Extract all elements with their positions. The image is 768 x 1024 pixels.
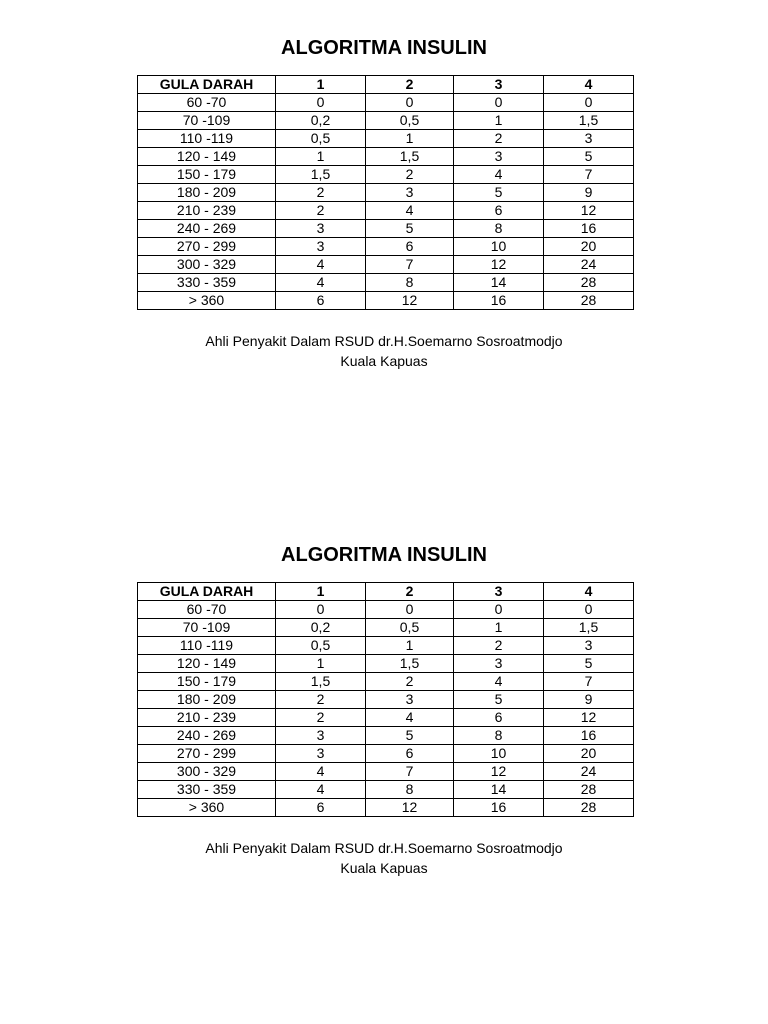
footer xyxy=(0,838,768,878)
dose-cell: 16 xyxy=(544,727,634,745)
dose-cell: 2 xyxy=(454,130,544,148)
dose-cell: 3 xyxy=(276,745,366,763)
dose-cell: 2 xyxy=(276,709,366,727)
dose-cell: 0 xyxy=(276,94,366,112)
dose-cell: 1 xyxy=(276,655,366,673)
table-row xyxy=(138,220,634,238)
dose-cell: 4 xyxy=(276,781,366,799)
insulin-table xyxy=(137,582,634,817)
table-row xyxy=(138,637,634,655)
table-row xyxy=(138,130,634,148)
footer-line-2: Kuala Kapuas xyxy=(340,353,428,369)
table-row xyxy=(138,691,634,709)
table-row xyxy=(138,619,634,637)
dose-cell: 0,5 xyxy=(366,619,454,637)
dose-cell: 7 xyxy=(366,256,454,274)
dose-cell: 1 xyxy=(454,112,544,130)
dose-cell: 8 xyxy=(366,781,454,799)
dose-cell: 24 xyxy=(544,256,634,274)
dose-cell: 6 xyxy=(454,202,544,220)
dose-cell: 2 xyxy=(276,691,366,709)
dose-cell: 8 xyxy=(454,220,544,238)
table-row xyxy=(138,184,634,202)
dose-cell: 0 xyxy=(454,94,544,112)
dose-cell: 3 xyxy=(276,727,366,745)
glucose-range-cell: 150 - 179 xyxy=(138,166,276,184)
algorithm-card-1 xyxy=(0,33,768,369)
dose-cell: 0,2 xyxy=(276,112,366,130)
table-row xyxy=(138,94,634,112)
dose-cell: 6 xyxy=(276,292,366,310)
dose-cell: 28 xyxy=(544,292,634,310)
dose-cell: 12 xyxy=(454,256,544,274)
table-row xyxy=(138,601,634,619)
dose-cell: 16 xyxy=(544,220,634,238)
dose-cell: 1,5 xyxy=(276,166,366,184)
table-row xyxy=(138,202,634,220)
dose-cell: 0 xyxy=(276,601,366,619)
dose-cell: 12 xyxy=(366,292,454,310)
dose-cell: 5 xyxy=(366,220,454,238)
glucose-range-cell: 110 -119 xyxy=(138,637,276,655)
header-row xyxy=(138,76,634,94)
dose-cell: 4 xyxy=(366,202,454,220)
glucose-range-cell: 180 - 209 xyxy=(138,691,276,709)
dose-cell: 6 xyxy=(276,799,366,817)
dose-cell: 12 xyxy=(454,763,544,781)
dose-cell: 28 xyxy=(544,799,634,817)
dose-cell: 3 xyxy=(544,637,634,655)
dose-cell: 4 xyxy=(366,709,454,727)
table-row xyxy=(138,655,634,673)
dose-cell: 14 xyxy=(454,274,544,292)
dose-cell: 12 xyxy=(366,799,454,817)
dose-cell: 6 xyxy=(366,745,454,763)
footer xyxy=(0,331,768,371)
dose-cell: 0 xyxy=(544,94,634,112)
dose-cell: 28 xyxy=(544,274,634,292)
header-row xyxy=(138,583,634,601)
dose-cell: 3 xyxy=(454,655,544,673)
dose-cell: 7 xyxy=(366,763,454,781)
page-title: ALGORITMA INSULIN xyxy=(281,544,487,566)
dose-cell: 1,5 xyxy=(544,112,634,130)
dose-cell: 5 xyxy=(544,655,634,673)
table-row xyxy=(138,781,634,799)
footer-line-2: Kuala Kapuas xyxy=(340,860,428,876)
dose-cell: 3 xyxy=(544,130,634,148)
dose-cell: 4 xyxy=(276,763,366,781)
dose-cell: 0 xyxy=(366,601,454,619)
page-title: ALGORITMA INSULIN xyxy=(281,37,487,59)
dose-cell: 0 xyxy=(366,94,454,112)
dose-cell: 4 xyxy=(454,166,544,184)
column-header: 2 xyxy=(366,583,454,601)
glucose-range-cell: > 360 xyxy=(138,292,276,310)
dose-cell: 3 xyxy=(276,220,366,238)
dose-cell: 1 xyxy=(276,148,366,166)
glucose-range-cell: 270 - 299 xyxy=(138,745,276,763)
glucose-range-cell: 150 - 179 xyxy=(138,673,276,691)
dose-cell: 16 xyxy=(454,292,544,310)
glucose-range-cell: 210 - 239 xyxy=(138,202,276,220)
table-row xyxy=(138,274,634,292)
column-header: 3 xyxy=(454,76,544,94)
table-row xyxy=(138,745,634,763)
glucose-range-cell: 330 - 359 xyxy=(138,781,276,799)
glucose-range-cell: 300 - 329 xyxy=(138,256,276,274)
dose-cell: 1,5 xyxy=(544,619,634,637)
dose-cell: 0 xyxy=(454,601,544,619)
dose-cell: 7 xyxy=(544,673,634,691)
table-row xyxy=(138,673,634,691)
dose-cell: 0,2 xyxy=(276,619,366,637)
column-header: 1 xyxy=(276,583,366,601)
table-row xyxy=(138,763,634,781)
dose-cell: 2 xyxy=(276,202,366,220)
glucose-range-cell: 70 -109 xyxy=(138,619,276,637)
table-row xyxy=(138,709,634,727)
dose-cell: 14 xyxy=(454,781,544,799)
dose-cell: 4 xyxy=(276,256,366,274)
dose-cell: 1 xyxy=(366,130,454,148)
column-header: 4 xyxy=(544,76,634,94)
glucose-range-cell: 330 - 359 xyxy=(138,274,276,292)
table-row xyxy=(138,166,634,184)
dose-cell: 0,5 xyxy=(276,637,366,655)
dose-cell: 5 xyxy=(454,184,544,202)
dose-cell: 3 xyxy=(276,238,366,256)
dose-cell: 8 xyxy=(366,274,454,292)
dose-cell: 2 xyxy=(366,673,454,691)
dose-cell: 3 xyxy=(366,691,454,709)
glucose-range-cell: 210 - 239 xyxy=(138,709,276,727)
column-header: GULA DARAH xyxy=(138,583,276,601)
dose-cell: 7 xyxy=(544,166,634,184)
footer-line-1: Ahli Penyakit Dalam RSUD dr.H.Soemarno Sosroatmodjo xyxy=(205,840,563,856)
column-header: 2 xyxy=(366,76,454,94)
dose-cell: 28 xyxy=(544,781,634,799)
table-body xyxy=(138,601,634,817)
glucose-range-cell: 270 - 299 xyxy=(138,238,276,256)
dose-cell: 12 xyxy=(544,202,634,220)
table-row xyxy=(138,238,634,256)
dose-cell: 5 xyxy=(366,727,454,745)
glucose-range-cell: 180 - 209 xyxy=(138,184,276,202)
table-row xyxy=(138,256,634,274)
table-row xyxy=(138,799,634,817)
dose-cell: 24 xyxy=(544,763,634,781)
dose-cell: 0 xyxy=(544,601,634,619)
glucose-range-cell: 70 -109 xyxy=(138,112,276,130)
dose-cell: 4 xyxy=(454,673,544,691)
dose-cell: 20 xyxy=(544,238,634,256)
dose-cell: 3 xyxy=(454,148,544,166)
table-body xyxy=(138,94,634,310)
dose-cell: 10 xyxy=(454,238,544,256)
insulin-table xyxy=(137,75,634,310)
dose-cell: 3 xyxy=(366,184,454,202)
table-row xyxy=(138,148,634,166)
dose-cell: 2 xyxy=(454,637,544,655)
algorithm-card-2 xyxy=(0,540,768,876)
table-header xyxy=(138,583,634,601)
table-header xyxy=(138,76,634,94)
footer-line-1: Ahli Penyakit Dalam RSUD dr.H.Soemarno Sosroatmodjo xyxy=(205,333,563,349)
column-header: 1 xyxy=(276,76,366,94)
column-header: 4 xyxy=(544,583,634,601)
dose-cell: 0,5 xyxy=(276,130,366,148)
table-row xyxy=(138,112,634,130)
dose-cell: 16 xyxy=(454,799,544,817)
dose-cell: 1,5 xyxy=(276,673,366,691)
column-header: 3 xyxy=(454,583,544,601)
dose-cell: 1 xyxy=(454,619,544,637)
dose-cell: 4 xyxy=(276,274,366,292)
dose-cell: 2 xyxy=(276,184,366,202)
dose-cell: 1,5 xyxy=(366,148,454,166)
glucose-range-cell: 240 - 269 xyxy=(138,727,276,745)
glucose-range-cell: 60 -70 xyxy=(138,94,276,112)
dose-cell: 12 xyxy=(544,709,634,727)
glucose-range-cell: > 360 xyxy=(138,799,276,817)
dose-cell: 8 xyxy=(454,727,544,745)
dose-cell: 20 xyxy=(544,745,634,763)
glucose-range-cell: 120 - 149 xyxy=(138,655,276,673)
dose-cell: 9 xyxy=(544,184,634,202)
table-row xyxy=(138,292,634,310)
dose-cell: 9 xyxy=(544,691,634,709)
dose-cell: 6 xyxy=(366,238,454,256)
dose-cell: 5 xyxy=(544,148,634,166)
dose-cell: 1,5 xyxy=(366,655,454,673)
column-header: GULA DARAH xyxy=(138,76,276,94)
dose-cell: 10 xyxy=(454,745,544,763)
table-row xyxy=(138,727,634,745)
glucose-range-cell: 300 - 329 xyxy=(138,763,276,781)
dose-cell: 2 xyxy=(366,166,454,184)
dose-cell: 0,5 xyxy=(366,112,454,130)
dose-cell: 1 xyxy=(366,637,454,655)
glucose-range-cell: 120 - 149 xyxy=(138,148,276,166)
glucose-range-cell: 60 -70 xyxy=(138,601,276,619)
dose-cell: 5 xyxy=(454,691,544,709)
dose-cell: 6 xyxy=(454,709,544,727)
glucose-range-cell: 240 - 269 xyxy=(138,220,276,238)
glucose-range-cell: 110 -119 xyxy=(138,130,276,148)
